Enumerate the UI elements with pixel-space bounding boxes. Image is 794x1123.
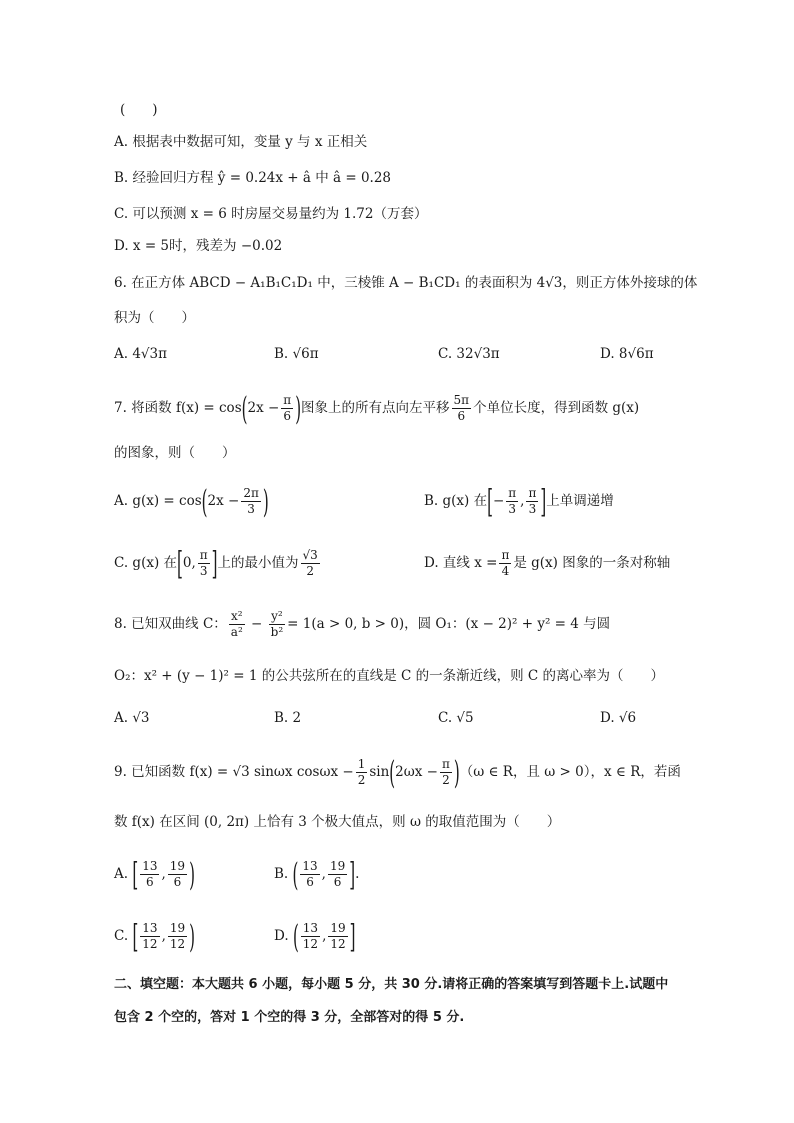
q7-option-d-fraction	[499, 548, 511, 579]
q7-option-c-value	[301, 548, 320, 579]
frac-numerator: π	[508, 486, 517, 500]
q5-option-a: A. 根据表中数据可知，变量 y 与 x 正相关	[114, 134, 368, 150]
q9-sin: sin	[369, 764, 390, 780]
frac-denominator: 4	[501, 564, 510, 578]
frac-denominator: 6	[333, 875, 342, 889]
q8-option-b: B. 2	[274, 710, 302, 726]
q6-stem-line1: 6. 在正方体 ABCD − A₁B₁C₁D₁ 中，三棱锥 A − B₁CD₁ 的表面积为 4√3，则正方体外接球的体	[114, 275, 698, 291]
q9-option-a-label: A.	[114, 866, 129, 882]
section2-instructions-line1: 二、填空题：本大题共 6 小题，每小题 5 分，共 30 分.请将正确的答案填写到答题卡上.试题中	[114, 977, 669, 992]
q9-option-b-lower	[300, 859, 319, 890]
q9-arg: 2ωx −	[395, 764, 438, 780]
frac-denominator: 3	[247, 502, 255, 516]
frac-denominator: 3	[508, 502, 517, 516]
q7-option-a-fraction	[241, 486, 261, 517]
frac-denominator: 2	[306, 564, 314, 578]
left-paren-glyph: (	[292, 917, 299, 956]
frac-denominator: 6	[173, 875, 182, 889]
left-paren-glyph: (	[241, 389, 248, 428]
q7-suffix: 个单位长度，得到函数 g(x)	[473, 400, 640, 416]
q7-mid: 图象上的所有点向左平移	[301, 400, 450, 416]
q9-option-c-upper	[168, 921, 187, 952]
frac-denominator: 3	[199, 564, 208, 578]
q7-option-a-arg: 2x −	[207, 493, 240, 509]
frac-numerator: y²	[269, 609, 286, 625]
frac-numerator: π	[528, 486, 537, 500]
right-paren-glyph: )	[262, 482, 269, 521]
left-bracket-glyph: [	[132, 917, 139, 956]
q7-pi-over-6	[281, 393, 293, 424]
frac-denominator: 12	[169, 937, 186, 951]
frac-denominator: 6	[283, 409, 292, 423]
q9-stem-line2: 数 f(x) 在区间 (0, 2π) 上恰有 3 个极大值点，则 ω 的取值范围为（ ）	[114, 814, 561, 830]
q9-option-b-upper	[328, 859, 347, 890]
q7-option-c-mid: 上的最小值为	[217, 555, 299, 571]
frac-denominator: a²	[230, 625, 243, 639]
q8-stem-line2: O₂：x² + (y − 1)² = 1 的公共弦所在的直线是 C 的一条渐近线，则 C 的离心率为（ ）	[114, 668, 665, 684]
frac-denominator: 6	[306, 875, 314, 889]
frac-numerator: √3	[302, 548, 318, 562]
frac-numerator: 13	[142, 921, 158, 935]
q5-answer-paren: ( )	[120, 102, 158, 118]
frac-numerator: π	[501, 548, 510, 562]
frac-numerator: 1	[357, 757, 366, 771]
frac-denominator: 12	[330, 937, 346, 951]
frac-numerator: π	[441, 757, 450, 771]
q7-option-a	[114, 482, 269, 521]
frac-numerator: 13	[142, 859, 158, 873]
q8-option-a: A. √3	[114, 710, 150, 726]
frac-numerator: 19	[330, 921, 346, 935]
q8-y-term	[269, 609, 286, 640]
q8-stem-line1: 8. 已知双曲线 C： $\frac{\text{x²}}{\text{a²}}$ − $\frac{\text{y²}}{\text{b²}}$ = 1(a > 0, b > 0)，圆 O₁：(x − 2)² + y² = 4 与圆	[114, 609, 611, 639]
q9-option-b-label: B.	[274, 866, 289, 882]
q9-half	[356, 757, 368, 788]
q9-option-d-label: D.	[274, 928, 289, 944]
q7-option-c-prefix: C. g(x) 在	[114, 555, 178, 571]
frac-numerator: 13	[302, 859, 318, 873]
q7-option-b: B. g(x) 在[− $\frac{\pi}{3}$ , $\frac{\pi}{3}$ ]上单调递增	[424, 485, 614, 518]
q7-option-b-upper	[526, 486, 538, 517]
q8-x-term	[229, 609, 245, 640]
q9-option-c-lower	[140, 921, 159, 952]
q7-stem-line2: 的图象，则（ ）	[114, 445, 236, 461]
frac-denominator: 3	[528, 502, 537, 516]
q9-option-b: B. ( $\frac{13}{6}$ , $\frac{19}{6}$ ].	[274, 858, 359, 891]
q9-option-d-upper	[328, 921, 347, 952]
frac-numerator: 2π	[243, 486, 259, 500]
q7-option-b-suffix: 上单调递增	[546, 493, 614, 509]
q6-option-b: B. √6π	[274, 346, 319, 362]
frac-numerator: 5π	[453, 393, 470, 407]
frac-numerator: π	[199, 548, 208, 562]
q7-option-c-upper	[198, 548, 210, 579]
q9-option-d-lower	[301, 921, 320, 952]
right-paren-glyph: )	[453, 753, 460, 792]
q9-option-a: A. [ $\frac{13}{6}$ , $\frac{19}{6}$ )	[114, 858, 195, 891]
q8-prefix: 8. 已知双曲线 C：	[114, 616, 227, 632]
q8-suffix: = 1(a > 0, b > 0)，圆 O₁：(x − 2)² + y² = 4 与圆	[287, 616, 611, 632]
q6-option-d: D. 8√6π	[600, 346, 654, 362]
left-bracket-glyph: [	[487, 482, 493, 521]
right-paren-glyph: )	[295, 389, 302, 428]
q9-option-c-label: C.	[114, 928, 129, 944]
q8-option-d: D. √6	[600, 710, 637, 726]
frac-denominator: 12	[302, 937, 319, 951]
q6-option-c: C. 32√3π	[438, 346, 500, 362]
q7-stem-line1	[114, 389, 640, 428]
right-paren-glyph: )	[189, 855, 195, 894]
frac-denominator: b²	[270, 625, 284, 639]
left-bracket-glyph: [	[177, 544, 183, 583]
frac-denominator: 12	[142, 937, 158, 951]
q7-option-d-suffix: 是 g(x) 图象的一条对称轴	[513, 555, 671, 571]
q5-option-b: B. 经验回归方程 ŷ = 0.24x + â 中 â = 0.28	[114, 170, 392, 186]
frac-numerator: 19	[169, 859, 186, 873]
right-bracket-glyph: ]	[349, 917, 356, 956]
q7-option-d	[424, 547, 670, 579]
frac-numerator: 19	[169, 921, 186, 935]
q7-prefix: 7. 将函数 f(x) = cos	[114, 400, 242, 416]
q6-option-a: A. 4√3π	[114, 346, 167, 362]
frac-denominator: 2	[357, 773, 366, 787]
q5-option-c: C. 可以预测 x = 6 时房屋交易量约为 1.72（万套）	[114, 206, 428, 222]
right-bracket-glyph: ]	[540, 482, 547, 521]
frac-numerator: π	[283, 393, 292, 407]
q9-stem-line1	[114, 753, 681, 792]
frac-denominator: 2	[442, 773, 450, 787]
frac-denominator: 6	[146, 875, 154, 889]
q5-option-d: D. x = 5时，残差为 −0.02	[114, 238, 283, 254]
q7-option-c: C. g(x) 在[0, $\frac{\pi}{3}$ ]上的最小值为 $\frac{√3}{2}$	[114, 547, 322, 580]
left-paren-glyph: (	[201, 482, 208, 521]
q8-option-c: C. √5	[438, 710, 474, 726]
frac-numerator: 13	[302, 921, 319, 935]
q7-shift-fraction	[452, 393, 472, 424]
q9-option-a-lower	[140, 859, 159, 890]
q7-option-b-lower	[506, 486, 518, 517]
q7-arg: 2x −	[247, 400, 280, 416]
q9-pi-over-2	[440, 757, 452, 788]
right-bracket-glyph: ]	[211, 544, 218, 583]
q9-option-c: C. [ $\frac{13}{12}$ , $\frac{19}{12}$ )	[114, 920, 195, 953]
q9-suffix: （ω ∈ R，且 ω > 0），x ∈ R，若函	[459, 764, 681, 780]
q9-option-a-upper	[168, 859, 187, 890]
q9-prefix: 9. 已知函数 f(x) = √3 sinωx cosωx −	[114, 764, 354, 780]
q7-option-b-prefix: B. g(x) 在	[424, 493, 488, 509]
frac-denominator: 6	[457, 409, 466, 423]
q9-option-d: D. ( $\frac{13}{12}$ , $\frac{19}{12}$ ]	[274, 920, 356, 953]
right-bracket-glyph: ]	[349, 855, 356, 894]
left-paren-glyph: (	[292, 855, 299, 894]
frac-numerator: x²	[229, 609, 245, 625]
q6-stem-line2: 积为（ ）	[114, 310, 195, 326]
left-paren-glyph: (	[389, 753, 396, 792]
right-paren-glyph: )	[189, 917, 196, 956]
left-bracket-glyph: [	[132, 855, 139, 894]
q7-option-d-prefix: D. 直线 x =	[424, 555, 498, 571]
frac-numerator: 19	[329, 859, 346, 873]
section2-instructions-line2: 包含 2 个空的，答对 1 个空的得 3 分，全部答对的得 5 分.	[114, 1010, 465, 1025]
q7-option-a-prefix: A. g(x) = cos	[114, 493, 202, 509]
